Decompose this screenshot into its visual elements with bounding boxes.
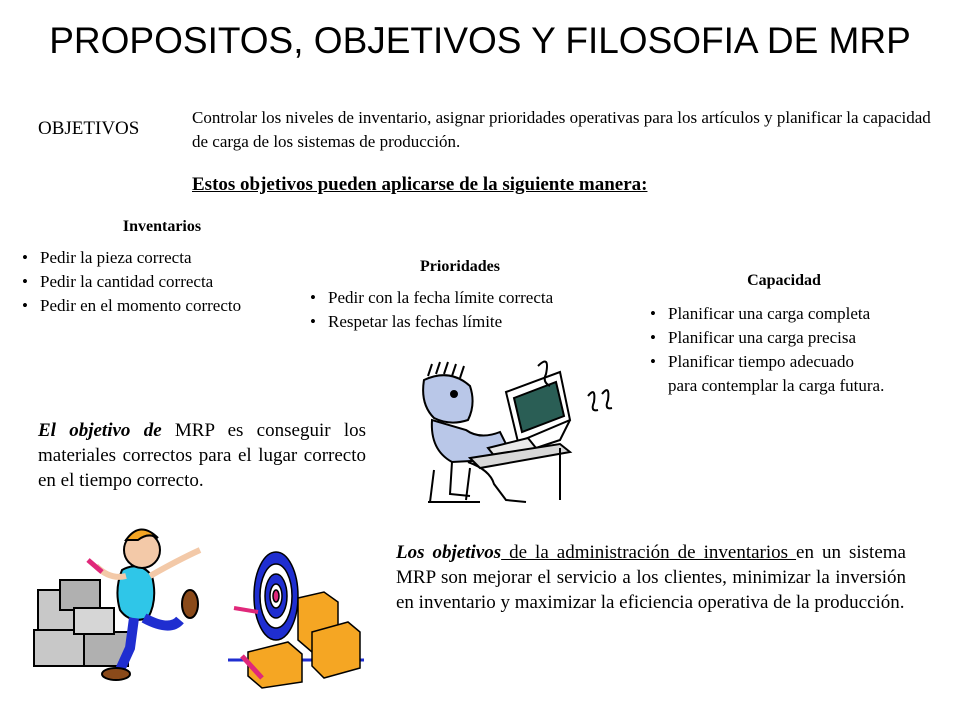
list-item: • Planificar tiempo adecuado (648, 350, 948, 374)
inventory-goal-rest: en un sistema MRP son mejorar el servicio a los clientes, minimizar la inversión en inventario y maximizar la eficiencia operativa de la producción. (396, 542, 906, 613)
apply-heading: Estos objetivos pueden aplicarse de la siguiente manera: (192, 174, 648, 195)
prioridades-heading: Prioridades (420, 258, 500, 275)
target-illustration (228, 548, 368, 688)
objetivos-text: Controlar los niveles de inventario, asignar prioridades operativas para los artículos y planificar la capacidad de carga de los sistemas de producción. (192, 108, 931, 151)
list-item: • Respetar las fechas límite (308, 310, 628, 334)
mrp-goal-paragraph (38, 418, 366, 493)
list-item: • Planificar una carga completa (648, 302, 948, 326)
slide-title: PROPOSITOS, OBJETIVOS Y FILOSOFIA DE MRP (49, 20, 911, 61)
inventarios-heading: Inventarios (122, 218, 202, 235)
list-item: • Pedir la cantidad correcta (20, 270, 310, 294)
objetivos-label: OBJETIVOS (38, 118, 140, 139)
computer-user-illustration (410, 360, 640, 510)
capacidad-heading: Capacidad (747, 272, 821, 289)
mrp-goal-rest: MRP es conseguir los materiales correctos para el lugar correcto en el tiempo correcto. (38, 420, 366, 491)
mrp-goal-lead: El objetivo de (38, 420, 162, 441)
prioridades-list (308, 286, 628, 334)
list-item: • Planificar una carga precisa (648, 326, 948, 350)
list-item-continuation: para contemplar la carga futura. (668, 376, 885, 395)
list-item: • Pedir en el momento correcto (20, 294, 310, 318)
list-item: • Pedir con la fecha límite correcta (308, 286, 628, 310)
inventory-goal-paragraph (396, 540, 906, 615)
inventarios-list (20, 246, 310, 318)
running-man-illustration (30, 520, 220, 685)
inventory-goal-lead: Los objetivos (396, 542, 502, 563)
inventory-goal-underlined: de la administración de inventarios (501, 542, 797, 563)
list-item: • Pedir la pieza correcta (20, 246, 310, 270)
capacidad-list (648, 302, 948, 398)
